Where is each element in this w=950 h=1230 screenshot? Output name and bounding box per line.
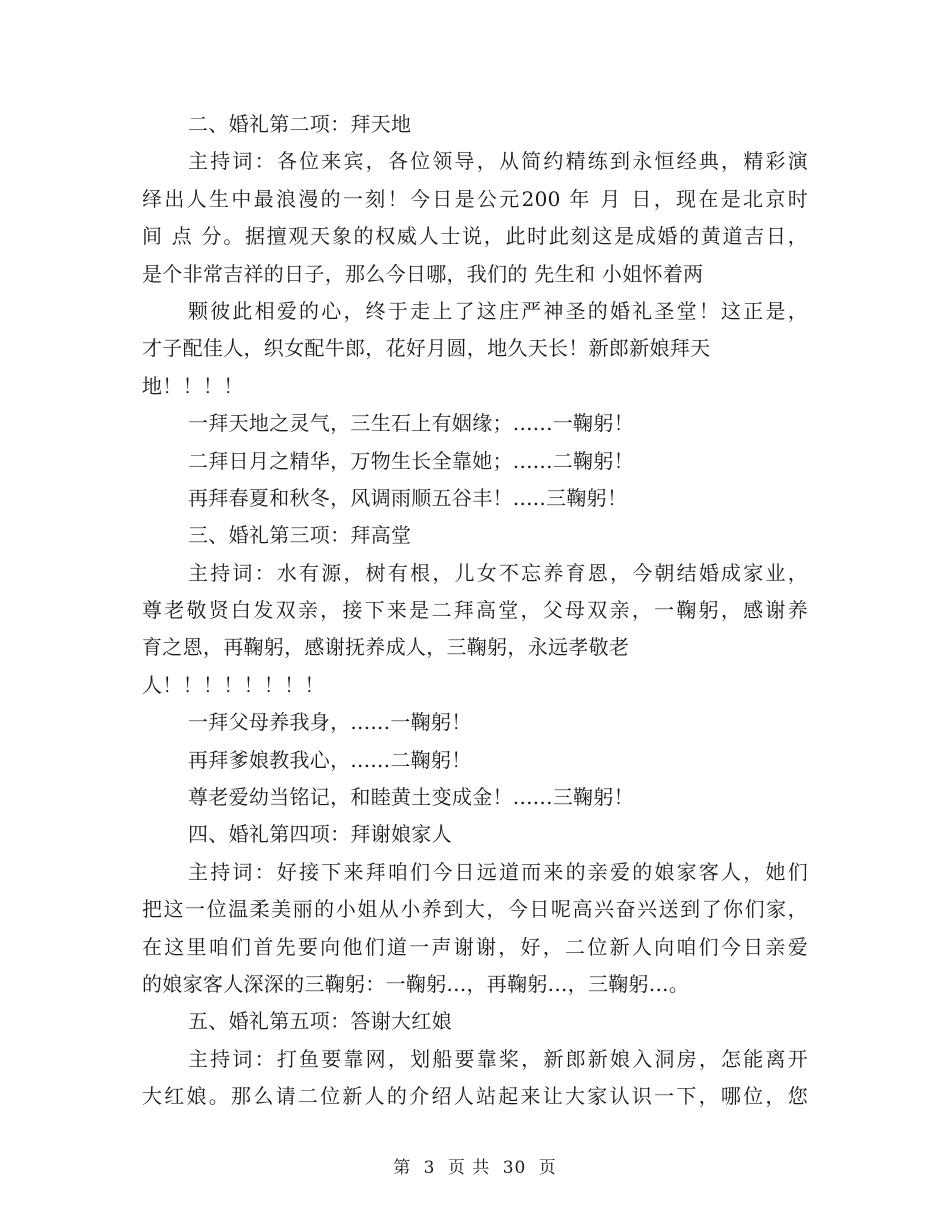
text-line: 一拜父母养我身，......一鞠躬！ [188,710,472,735]
text-line: 尊老敬贤白发双亲，接下来是二拜高堂，父母双亲，一鞠躬，感谢养 [142,598,808,623]
document-body [142,106,808,1116]
footer-middle: 页 共 [447,1158,491,1178]
text-line: 尊老爱幼当铭记，和睦黄土变成金！......三鞠躬！ [188,785,634,810]
footer-suffix: 页 [538,1158,557,1178]
text-line: 再拜爹娘教我心，......二鞠躬！ [188,747,472,772]
text-line: 在这里咱们首先要向他们道一声谢谢，好，二位新人向咱们今日亲爱 [142,934,808,959]
text-line: 育之恩，再鞠躬，感谢抚养成人，三鞠躬，永远孝敬老 [142,635,630,660]
text-line: 间 点 分。据擅观天象的权威人士说，此时此刻这是成婚的黄道吉日， [142,224,808,249]
text-line: 地！！！！ [142,373,244,398]
footer-current-page: 3 [423,1158,436,1178]
text-line: 二拜日月之精华，万物生长全靠她；......二鞠躬！ [188,448,634,473]
text-line: 主持词：打鱼要靠网，划船要靠桨，新郎新娘入洞房，怎能离开 [188,1046,808,1071]
text-line: 大红娘。那么请二位新人的介绍人站起来让大家认识一下，哪位，您 [142,1084,808,1109]
text-line: 二、婚礼第二项：拜天地 [188,112,412,136]
text-line: 才子配佳人，织女配牛郎，花好月圆，地久天长！新郎新娘拜天 [142,336,711,361]
text-line: 人！！！！！！！！ [142,672,325,697]
text-line: 三、婚礼第三项：拜高堂 [188,523,412,548]
text-line: 四、婚礼第四项：拜谢娘家人 [188,822,452,847]
text-line: 颗彼此相爱的心，终于走上了这庄严神圣的婚礼圣堂！这正是， [188,298,808,323]
text-line: 再拜春夏和秋冬，风调雨顺五谷丰！.....三鞠躬！ [188,485,628,510]
text-line: 主持词：水有源，树有根，儿女不忘养育恩，今朝结婚成家业， [188,560,808,585]
text-line: 五、婚礼第五项：答谢大红娘 [188,1009,452,1034]
footer-total-pages: 30 [502,1158,527,1178]
text-line: 把这一位温柔美丽的小姐从小养到大，今日呢高兴奋兴送到了你们家， [142,897,808,922]
page-footer [0,1153,950,1178]
text-line: 主持词：好接下来拜咱们今日远道而来的亲爱的娘家客人，她们 [188,859,808,884]
text-line: 主持词：各位来宾，各位领导，从简约精练到永恒经典，精彩演 [188,149,808,174]
text-line: 是个非常吉祥的日子，那么今日哪，我们的 先生和 小姐怀着两 [142,261,704,286]
text-line: 一拜天地之灵气，三生石上有姻缘；......一鞠躬！ [188,411,634,436]
footer-prefix: 第 [393,1158,412,1178]
text-line: 绎出人生中最浪漫的一刻！今日是公元200 年 月 日，现在是北京时 [142,186,808,211]
text-line: 的娘家客人深深的三鞠躬：一鞠躬...，再鞠躬...，三鞠躬...。 [142,971,690,996]
